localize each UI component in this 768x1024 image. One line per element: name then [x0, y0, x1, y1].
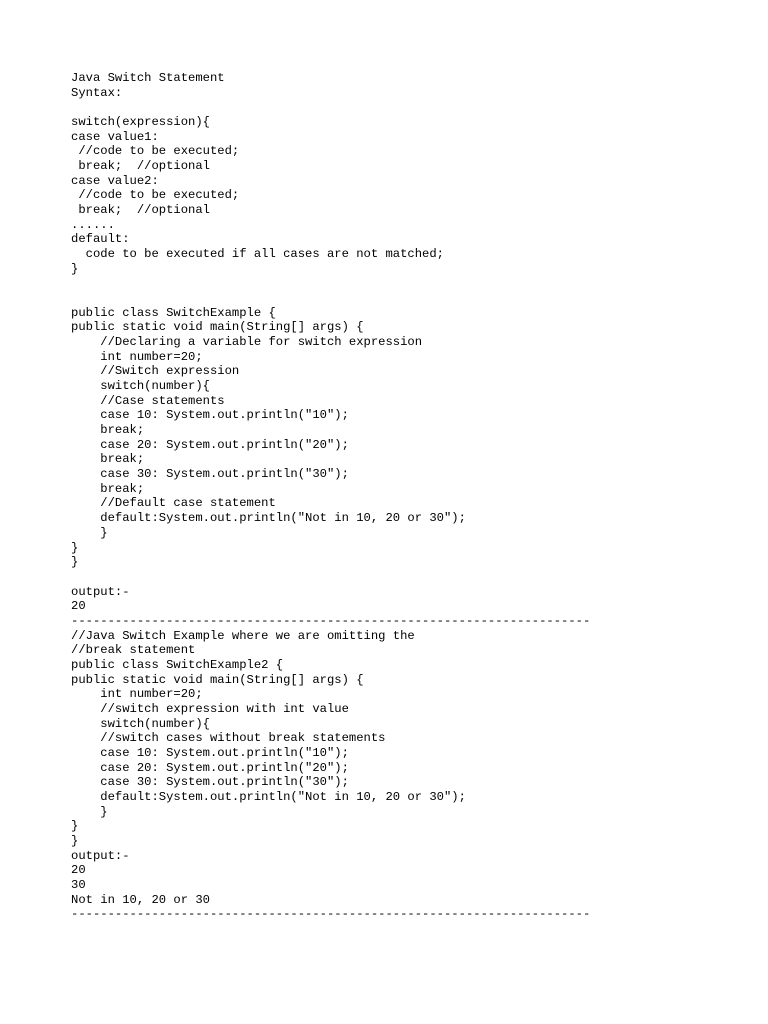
syntax-line: //code to be executed; — [71, 144, 240, 159]
syntax-line: break; //optional — [71, 159, 210, 174]
example1-code-line: int number=20; — [71, 349, 203, 364]
example2-code-line: int number=20; — [71, 687, 203, 702]
example2-code-line: case 10: System.out.println("10"); — [71, 745, 349, 760]
example2-code-line: } — [71, 819, 79, 834]
example2-code-line: switch(number){ — [71, 716, 210, 731]
document-page — [71, 71, 751, 922]
section-divider: ----------------------------------------------------------------------- — [71, 907, 591, 922]
example1-code-line: case 20: System.out.println("20"); — [71, 437, 349, 452]
example1-code-line: } — [71, 540, 79, 555]
example2-output-value: Not in 10, 20 or 30 — [71, 892, 210, 907]
example1-code-line: //Default case statement — [71, 496, 276, 511]
example2-code-line: public static void main(String[] args) { — [71, 672, 364, 687]
syntax-line: case value2: — [71, 173, 159, 188]
example2-output-value: 20 — [71, 863, 86, 878]
blank-line — [71, 276, 751, 291]
syntax-line: switch(expression){ — [71, 115, 210, 130]
example1-output-value: 20 — [71, 599, 86, 614]
syntax-line: } — [71, 261, 79, 276]
example1-code-line: public static void main(String[] args) { — [71, 320, 364, 335]
example2-code-line: //break statement — [71, 643, 196, 658]
example2-code-line: //Java Switch Example where we are omitting the — [71, 628, 415, 643]
example1-code-line: switch(number){ — [71, 379, 210, 394]
example2-code-line: case 20: System.out.println("20"); — [71, 760, 349, 775]
example2-code-line: public class SwitchExample2 { — [71, 657, 284, 672]
example1-code-line: case 10: System.out.println("10"); — [71, 408, 349, 423]
syntax-line: default: — [71, 232, 130, 247]
example1-code-line: } — [71, 525, 108, 540]
example2-code-line: case 30: System.out.println("30"); — [71, 775, 349, 790]
example2-code-line: //switch expression with int value — [71, 701, 349, 716]
syntax-line: break; //optional — [71, 203, 210, 218]
example2-code-line: } — [71, 833, 79, 848]
syntax-line: case value1: — [71, 129, 159, 144]
example1-code-line: public class SwitchExample { — [71, 305, 276, 320]
example1-code-line: //Switch expression — [71, 364, 240, 379]
syntax-line: //code to be executed; — [71, 188, 240, 203]
example1-code-line: //Declaring a variable for switch expression — [71, 335, 423, 350]
syntax-line: code to be executed if all cases are not matched; — [71, 247, 444, 262]
example2-code-line: //switch cases without break statements — [71, 731, 386, 746]
example1-code-line: break; — [71, 481, 145, 496]
example1-code-line: } — [71, 555, 79, 570]
doc-title: Java Switch Statement — [71, 71, 225, 85]
example1-code-line: break; — [71, 452, 145, 467]
syntax-line: ...... — [71, 217, 115, 232]
example2-code-line: } — [71, 804, 108, 819]
example1-code-line: //Case statements — [71, 393, 225, 408]
example2-output-value: 30 — [71, 877, 86, 892]
blank-line — [71, 291, 751, 306]
example1-code-line: default:System.out.println("Not in 10, 20 or 30"); — [71, 511, 466, 526]
blank-line — [71, 100, 751, 115]
blank-line — [71, 570, 751, 585]
example2-output-label: output:- — [71, 848, 130, 863]
example1-code-line: break; — [71, 423, 145, 438]
section-divider: ----------------------------------------------------------------------- — [71, 613, 591, 628]
example1-output-label: output:- — [71, 584, 130, 599]
syntax-heading: Syntax: — [71, 85, 123, 100]
example2-code-line: default:System.out.println("Not in 10, 20 or 30"); — [71, 789, 466, 804]
example1-code-line: case 30: System.out.println("30"); — [71, 467, 349, 482]
